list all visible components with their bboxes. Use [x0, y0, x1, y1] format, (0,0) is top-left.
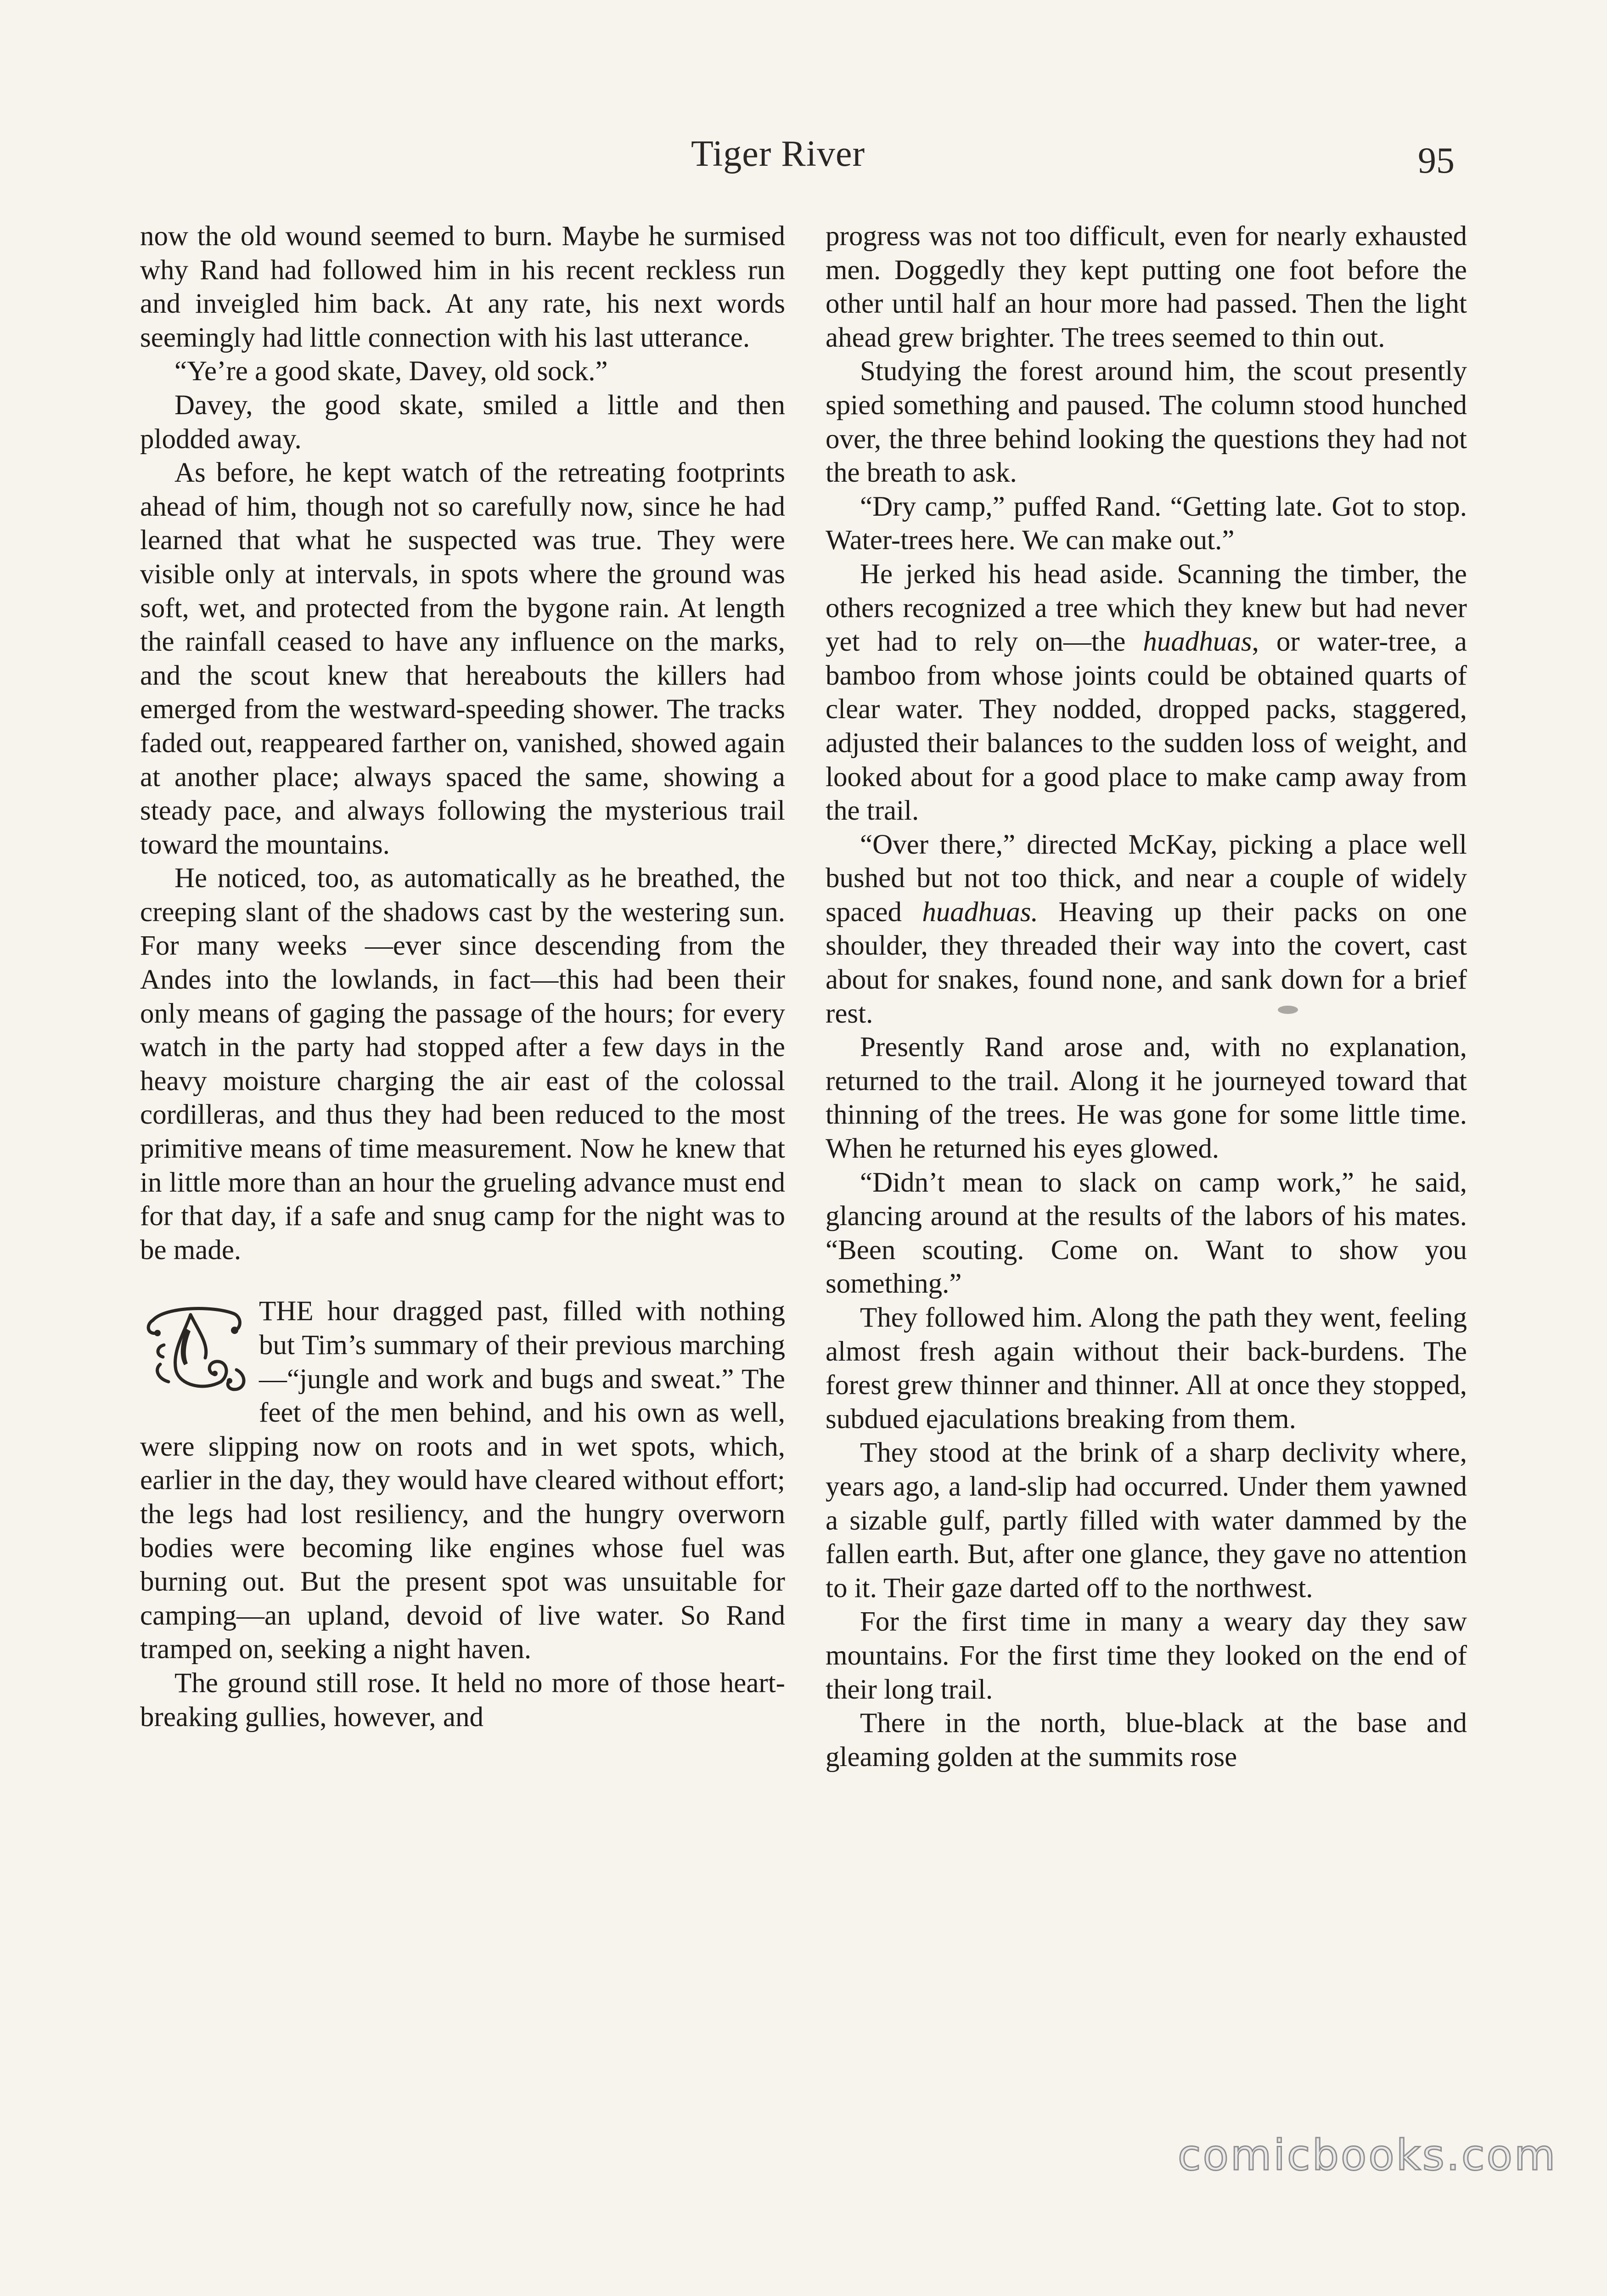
page-number: 95: [1418, 141, 1455, 181]
left-column: [140, 219, 785, 1734]
paragraph: The ground still rose. It held no more of those heart-breaking gullies, however, and: [140, 1667, 785, 1733]
paragraph: [826, 828, 1467, 1031]
paragraph: They stood at the brink of a sharp declivity where, years ago, a land-slip had occurred. Under them yawned a sizable gulf, partly filled with water dammed by the fallen earth. But, after one glance, they gave no attention to it. Their gaze darted off to the northwest.: [826, 1437, 1467, 1604]
paragraph: now the old wound seemed to burn. Maybe he surmised why Rand had followed him in his recent reckless run and inveigled him back. At any rate, his next words seemingly had little connection with his last utterance.: [140, 221, 785, 353]
paragraph: He noticed, too, as automatically as he breathed, the creeping slant of the shadows cast by the westering sun. For many weeks —ever since descending from the Andes into the lowlands, in fact—this had been their only means of gaging the passage of the hours; for every watch in the party had stopped after a few days in the heavy moisture charging the air east of the colossal cordilleras, and thus they had been reduced to the most primitive means of time measurement. Now he knew that in little more than an hour the grueling advance must end for that day, if a safe and snug camp for the night was to be made.: [140, 863, 785, 1266]
paragraph-text: Heaving up their packs on one shoulder, they threaded their way into the covert, cast about for snakes, found none, and sank down for a brief rest.: [826, 896, 1467, 1029]
ink-smudge: [1276, 1003, 1299, 1016]
paragraph: They followed him. Along the path they went, feeling almost fresh again without their back-burdens. The forest grew thinner and thinner. All at once they stopped, subdued ejaculations breaking from them.: [826, 1302, 1467, 1435]
paragraph: Presently Rand arose and, with no explanation, returned to the trail. Along it he journeyed toward that thinning of the trees. He was gone for some little time. When he returned his eyes glowed.: [826, 1032, 1467, 1165]
ornamental-initial-t-icon: [140, 1301, 253, 1397]
paragraph-text: THE hour dragged past, filled with nothing but Tim’s summary of their previous marching—“jungle and work and bugs and sweat.” The feet of the men behind, and his own as well, were slipping now on roots and in wet spots, which, earlier in the day, they would have cleared without effort; the legs had lost resiliency, and the hungry overworn bodies were becoming like engines whose fuel was burning out. But the present spot was unsuitable for camping—an upland, devoid of live water. So Rand tramped on, seeking a night haven.: [140, 1296, 785, 1665]
italic-term: huadhuas.: [922, 896, 1038, 928]
section-opening-paragraph: [140, 1294, 785, 1666]
paragraph-text: “Over there,” directed McKay, picking a place well bushed but not too thick, and near a couple of widely spaced: [826, 829, 1467, 928]
paragraph: Davey, the good skate, smiled a little and then plodded away.: [140, 389, 785, 455]
italic-term: huadhuas: [1143, 626, 1252, 658]
paragraph: As before, he kept watch of the retreating footprints ahead of him, though not so carefully now, since he had learned that what he suspected was true. They were visible only at intervals, in spots where the ground was soft, wet, and protected from the bygone rain. At length the rainfall ceased to have any influence on the marks, and the scout knew that hereabouts the killers had emerged from the westward-speeding shower. The tracks faded out, reappeared farther on, vanished, showed again at another place; always spaced the same, showing a steady pace, and always following the mysterious trail toward the mountains.: [140, 457, 785, 860]
paragraph: For the first time in many a weary day they saw mountains. For the first time they looked on the end of their long trail.: [826, 1606, 1467, 1705]
watermark: comicbooks.com: [1178, 2131, 1557, 2180]
paragraph: “Dry camp,” puffed Rand. “Getting late. Got to stop. Water-trees here. We can make out.”: [826, 491, 1467, 556]
paragraph: “Ye’re a good skate, Davey, old sock.”: [174, 356, 608, 387]
paragraph: [826, 557, 1467, 828]
paragraph: Studying the forest around him, the scout presently spied something and paused. The column stood hunched over, the three behind looking the questions they had not the breath to ask.: [826, 356, 1467, 489]
running-title: Tiger River: [691, 134, 865, 174]
right-column: [826, 219, 1467, 1774]
paragraph: “Didn’t mean to slack on camp work,” he said, glancing around at the results of the labors of his mates. “Been scouting. Come on. Want to show you something.”: [826, 1167, 1467, 1300]
paragraph-text: , or water-tree, a bamboo from whose joints could be obtained quarts of clear water. They nodded, dropped packs, staggered, adjusted their balances to the sudden loss of weight, and looked about for a good place to make camp away from the trail.: [826, 626, 1467, 827]
paragraph-text: He jerked his head aside. Scanning the timber, the others recognized a tree which they knew but had never yet had to rely on—the: [826, 558, 1467, 658]
paragraph: There in the north, blue-black at the base and gleaming golden at the summits rose: [826, 1708, 1467, 1773]
paragraph: progress was not too difficult, even for nearly exhausted men. Doggedly they kept putting one foot before the other until half an hour more had passed. Then the light ahead grew brighter. The trees seemed to thin out.: [826, 221, 1467, 353]
